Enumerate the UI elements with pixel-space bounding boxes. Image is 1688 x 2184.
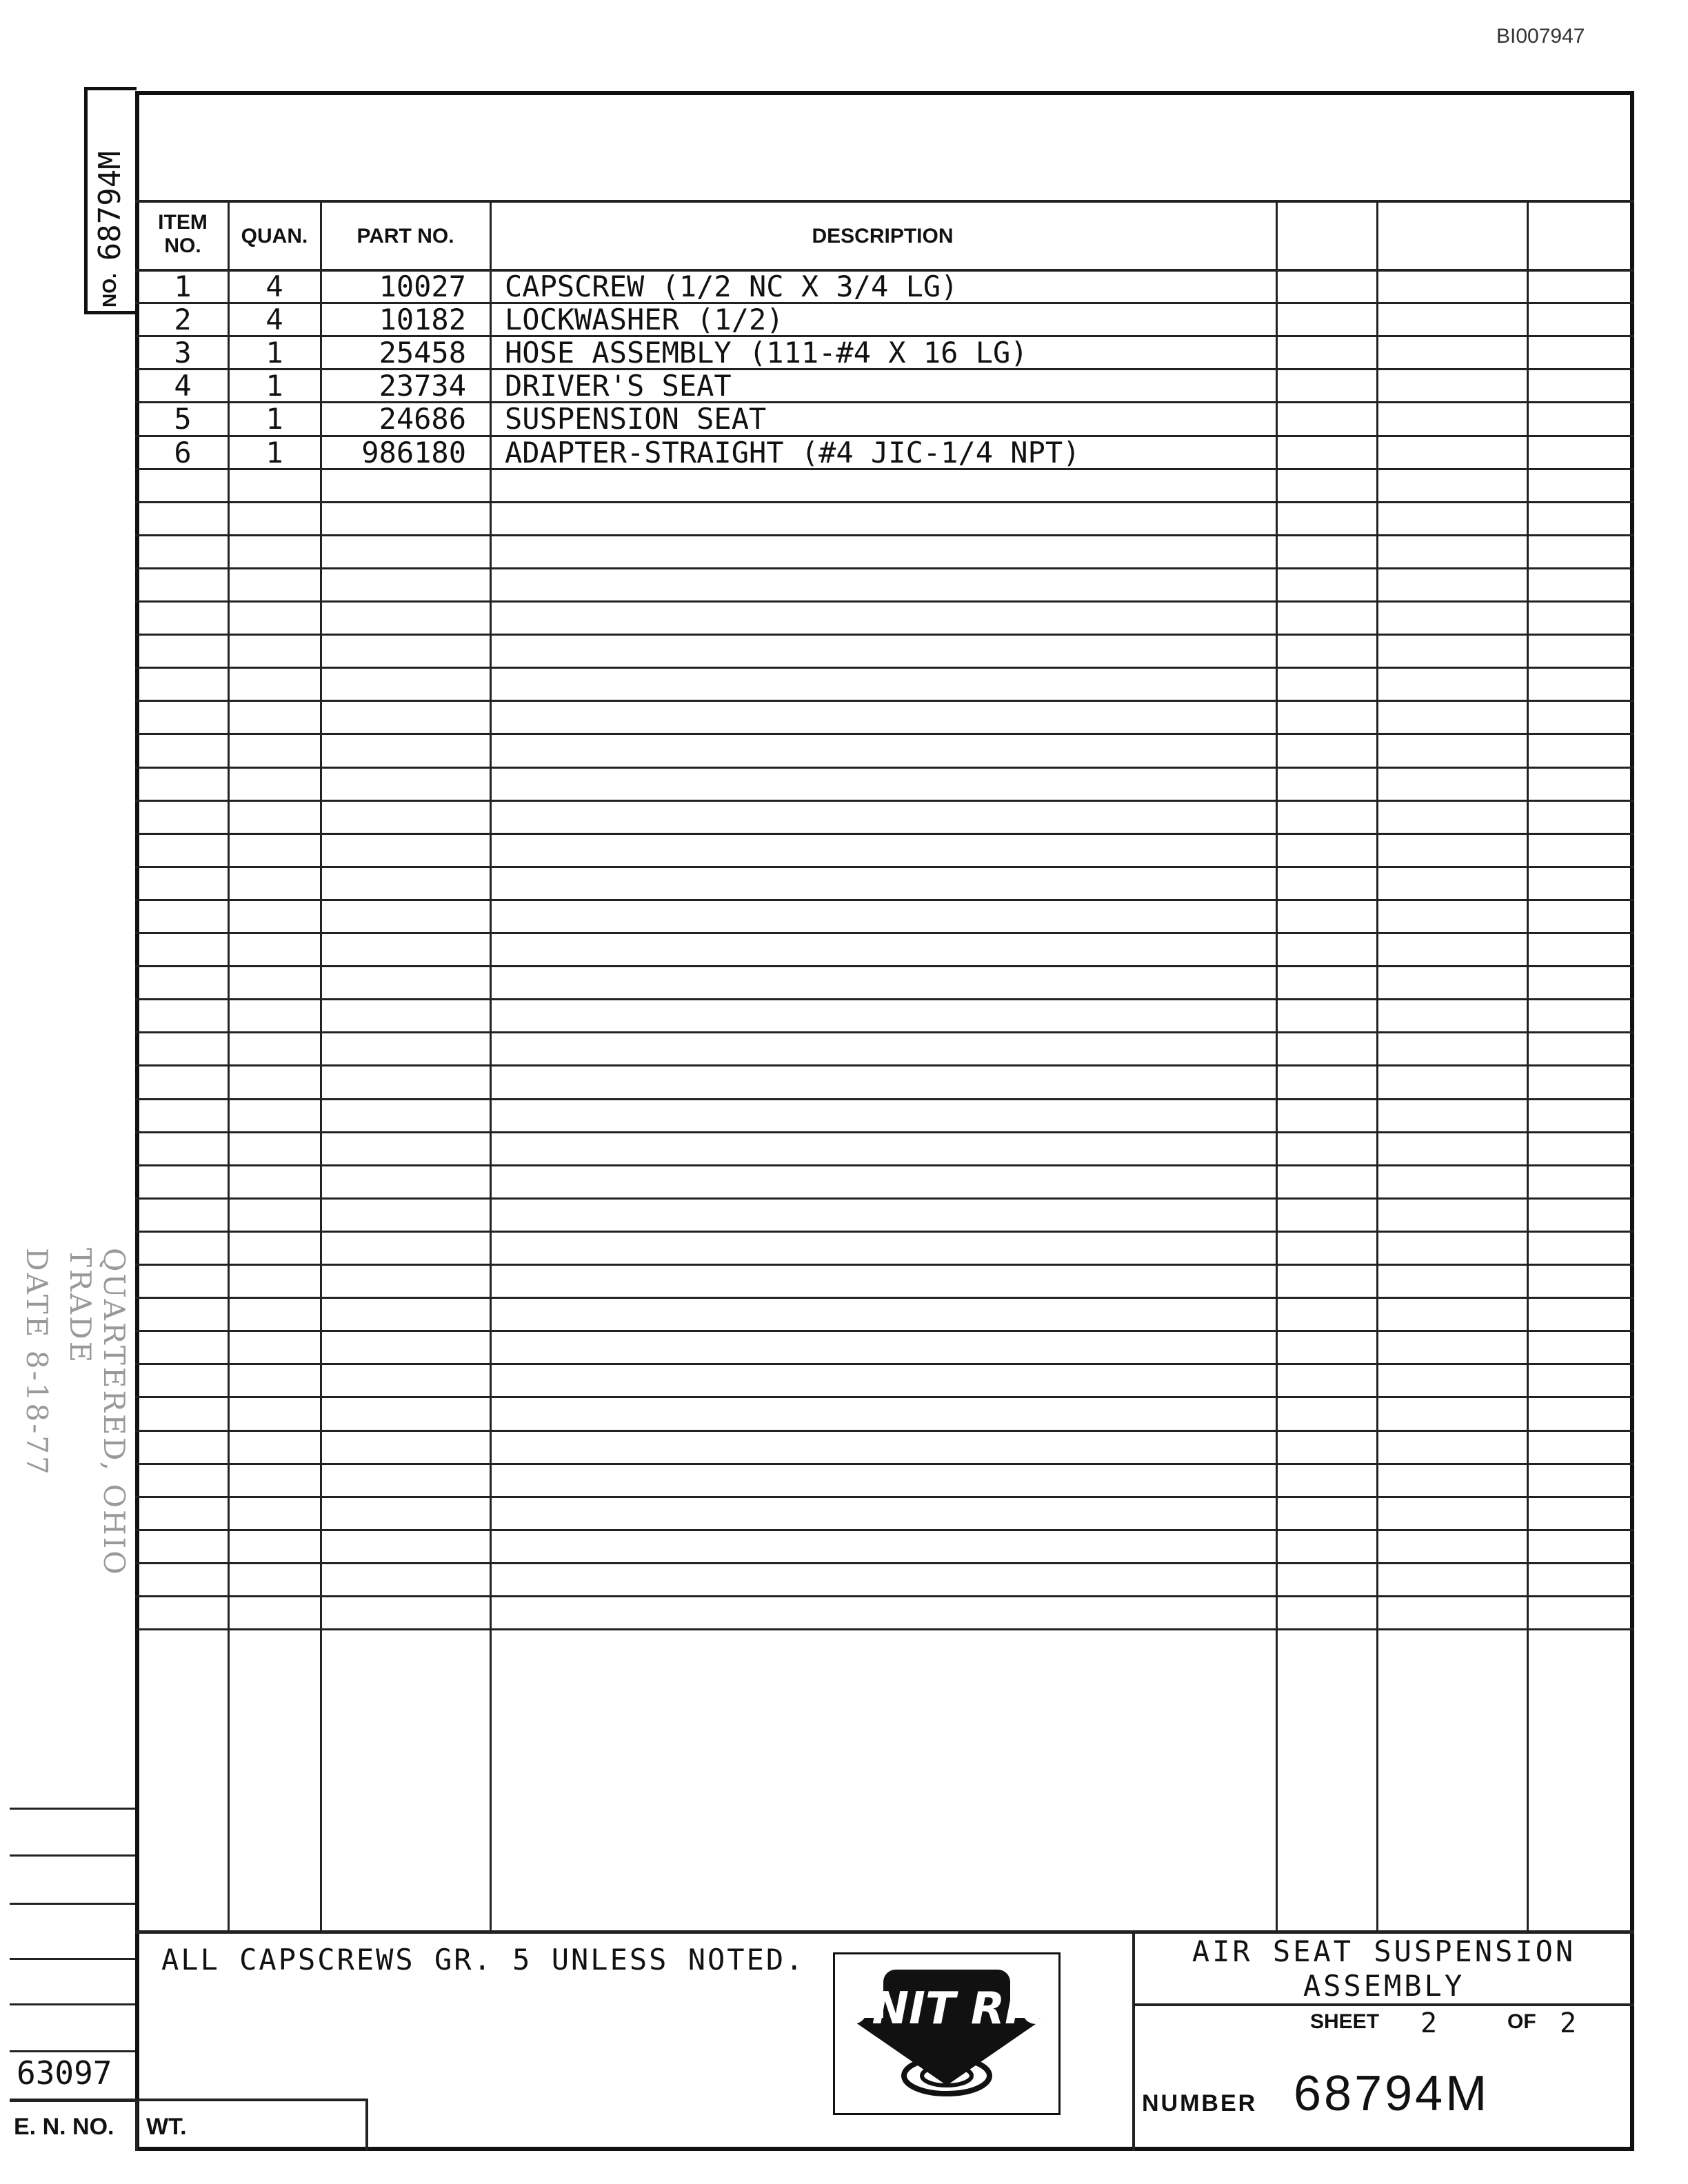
row-rule xyxy=(135,1628,1634,1630)
quantity-cell: 4 xyxy=(265,303,283,336)
wt-box-divider xyxy=(365,2099,368,2151)
row-rule xyxy=(135,998,1634,1000)
row-rule xyxy=(135,800,1634,802)
en-box-divider xyxy=(135,2099,138,2151)
row-rule xyxy=(135,1595,1634,1597)
part-no-cell: 23734 xyxy=(379,369,466,403)
of-label: OF xyxy=(1507,2010,1536,2033)
row-rule xyxy=(135,600,1634,603)
side-tab-text xyxy=(87,80,132,307)
margin-rule xyxy=(10,1903,135,1905)
row-rule xyxy=(135,1330,1634,1332)
row-rule xyxy=(135,1031,1634,1033)
column-rule xyxy=(1276,200,1278,1930)
row-rule xyxy=(135,899,1634,901)
margin-rule xyxy=(10,1854,135,1857)
margin-rule xyxy=(10,2050,135,2052)
document-id: BI007947 xyxy=(1496,25,1585,48)
part-no-cell: 25458 xyxy=(379,336,466,370)
drawing-title xyxy=(1134,1934,1634,2003)
item-no-cell: 5 xyxy=(174,402,192,436)
row-rule xyxy=(135,1098,1634,1100)
title-line-2: ASSEMBLY xyxy=(1303,1969,1465,2003)
row-rule xyxy=(135,1164,1634,1166)
margin-rule xyxy=(10,2003,135,2005)
row-rule xyxy=(135,932,1634,934)
row-rule xyxy=(135,833,1634,835)
part-no-cell: 10182 xyxy=(379,303,466,336)
general-note: ALL CAPSCREWS GR. 5 UNLESS NOTED. xyxy=(161,1943,805,1976)
item-no-cell: 6 xyxy=(174,436,192,469)
row-rule xyxy=(135,700,1634,702)
row-rule xyxy=(135,1396,1634,1398)
row-rule xyxy=(135,501,1634,503)
row-rule xyxy=(135,1197,1634,1200)
logo-text: UNIT RIG xyxy=(836,1983,1058,2034)
item-no-cell: 3 xyxy=(174,336,192,370)
row-rule xyxy=(135,1496,1634,1498)
description-cell: DRIVER'S SEAT xyxy=(505,369,732,403)
title-block-rule xyxy=(1132,2003,1634,2006)
description-cell: ADAPTER-STRAIGHT (#4 JIC-1/4 NPT) xyxy=(505,436,1081,469)
en-no-label: E. N. NO. xyxy=(14,2114,114,2140)
row-rule xyxy=(135,567,1634,569)
description-cell: HOSE ASSEMBLY (111-#4 X 16 LG) xyxy=(505,336,1028,370)
en-box-top xyxy=(10,2099,368,2101)
unit-rig-logo xyxy=(833,1952,1061,2115)
row-rule xyxy=(135,1529,1634,1531)
header-top-rule xyxy=(135,200,1634,203)
row-rule xyxy=(135,1264,1634,1266)
side-tab-number: 68794M xyxy=(92,151,128,261)
weight-label: WT. xyxy=(146,2114,187,2140)
row-rule xyxy=(135,634,1634,636)
part-no-cell: 24686 xyxy=(379,402,466,436)
row-rule xyxy=(135,866,1634,868)
item-no-cell: 1 xyxy=(174,270,192,303)
row-rule xyxy=(135,1231,1634,1233)
row-rule xyxy=(135,733,1634,735)
header-item-no: ITEM NO. xyxy=(158,211,208,257)
part-no-cell: 10027 xyxy=(379,270,466,303)
margin-rule xyxy=(10,1808,135,1810)
row-rule xyxy=(135,1562,1634,1564)
quantity-cell: 1 xyxy=(265,402,283,436)
row-rule xyxy=(135,534,1634,536)
row-rule xyxy=(135,1463,1634,1465)
description-cell: SUSPENSION SEAT xyxy=(505,402,767,436)
part-no-cell: 986180 xyxy=(361,436,466,469)
column-rule xyxy=(490,200,492,1930)
row-rule xyxy=(135,1363,1634,1365)
sheet-label: SHEET xyxy=(1310,2010,1380,2033)
of-value: 2 xyxy=(1560,2008,1577,2039)
sheet-value: 2 xyxy=(1420,2008,1438,2039)
row-rule xyxy=(135,1131,1634,1133)
row-rule xyxy=(135,1064,1634,1066)
header-quan: QUAN. xyxy=(241,225,308,247)
item-no-cell: 2 xyxy=(174,303,192,336)
header-description: DESCRIPTION xyxy=(812,225,954,247)
quantity-cell: 1 xyxy=(265,369,283,403)
column-rule xyxy=(1527,200,1529,1930)
item-no-cell: 4 xyxy=(174,369,192,403)
row-rule xyxy=(135,1297,1634,1299)
side-tab-label: NO. xyxy=(99,273,120,307)
quantity-cell: 1 xyxy=(265,336,283,370)
en-no-value: 63097 xyxy=(17,2054,112,2092)
drawing-number-label: NUMBER xyxy=(1142,2090,1258,2116)
margin-rule xyxy=(10,1958,135,1960)
row-rule xyxy=(135,1430,1634,1432)
stamp-line-1: QUARTERED, OHIO TRADE xyxy=(63,1248,131,1577)
description-cell: CAPSCREW (1/2 NC X 3/4 LG) xyxy=(505,270,958,303)
row-rule xyxy=(135,667,1634,669)
row-rule xyxy=(135,965,1634,967)
quantity-cell: 4 xyxy=(265,270,283,303)
received-stamp xyxy=(20,1248,131,1606)
stamp-line-2: DATE 8-18-77 xyxy=(20,1248,54,1477)
column-rule xyxy=(1376,200,1378,1930)
header-part-no: PART NO. xyxy=(356,225,454,247)
drawing-number: 68794M xyxy=(1294,2066,1490,2121)
quantity-cell: 1 xyxy=(265,436,283,469)
table-bottom-rule xyxy=(135,1930,1634,1934)
description-cell: LOCKWASHER (1/2) xyxy=(505,303,784,336)
title-line-1: AIR SEAT SUSPENSION xyxy=(1192,1934,1576,1968)
row-rule xyxy=(135,767,1634,769)
